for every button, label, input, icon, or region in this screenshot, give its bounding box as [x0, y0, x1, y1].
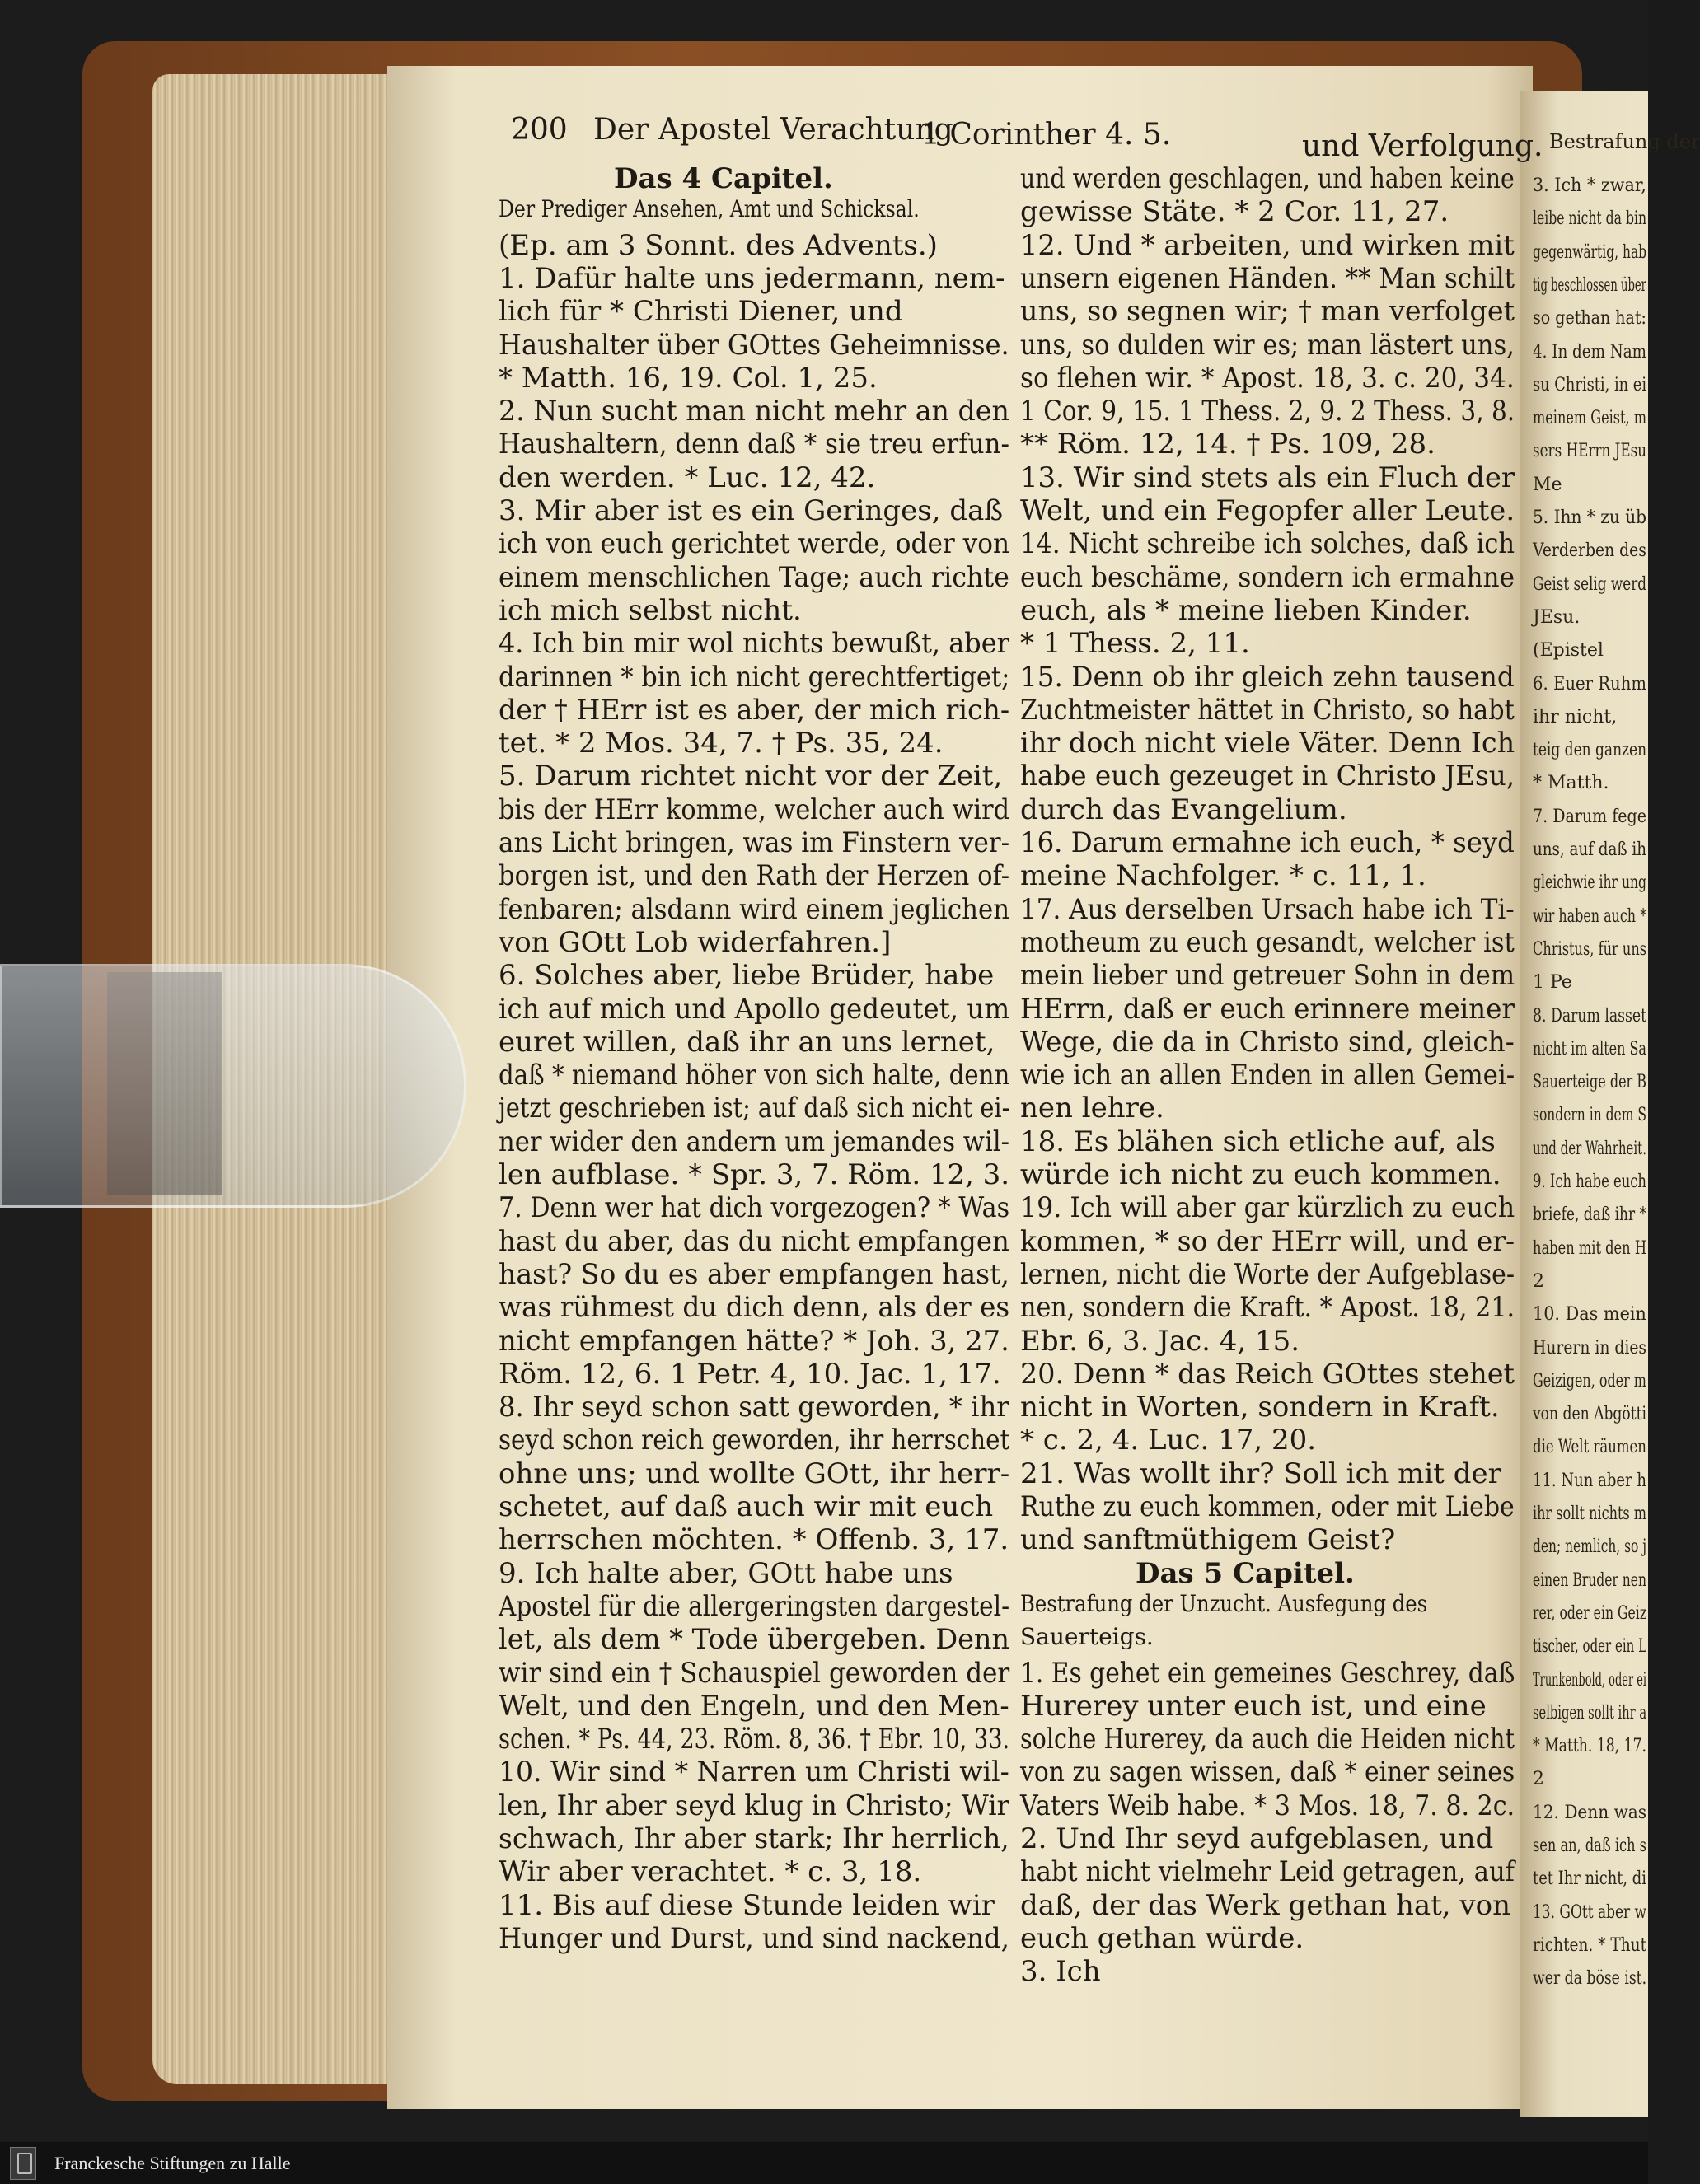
next_page_margin-line: sen an, daß ich s: [1533, 1836, 1646, 1856]
next_page_margin-line: JEsu.: [1533, 606, 1581, 628]
col1-line: Hunger und Durst, und sind nackend,: [499, 1921, 1009, 1955]
next-page-header: Bestrafung der: [1549, 130, 1700, 153]
col1-line: einem menschlichen Tage; auch richte: [499, 560, 1009, 594]
page-number: 200: [511, 113, 568, 147]
col2-line: unsern eigenen Händen. ** Man schilt: [1020, 261, 1515, 295]
next_page_margin-line: uns, auf daß ih: [1533, 839, 1647, 860]
col1-line: (Ep. am 3 Sonnt. des Advents.): [499, 228, 938, 262]
col1-line: wir sind ein † Schauspiel geworden der: [499, 1656, 1010, 1690]
col1-line: ich auf mich und Apollo gedeutet, um: [499, 992, 1010, 1026]
col2-line: 19. Ich will aber gar kürzlich zu euch: [1020, 1191, 1515, 1225]
col2-line: 14. Nicht schreibe ich solches, daß ich: [1020, 527, 1515, 561]
next_page_margin-line: tet Ihr nicht, di: [1533, 1868, 1646, 1890]
col1-line: let, als dem * Tode übergeben. Denn: [499, 1623, 1010, 1657]
next_page_margin-line: teig den ganzen: [1533, 740, 1647, 761]
col2-line: Vaters Weib habe. * 3 Mos. 18, 7. 8. 2c.: [1020, 1789, 1515, 1822]
col2-line: kommen, * so der HErr will, und er-: [1020, 1224, 1515, 1258]
col1-line: Haushalter über GOttes Geheimnisse.: [499, 328, 1009, 362]
next_page_margin-line: 10. Das mein: [1533, 1304, 1646, 1326]
next_page_margin-line: 13. GOtt aber w: [1533, 1901, 1647, 1923]
col2-line: 15. Denn ob ihr gleich zehn tausend: [1020, 660, 1515, 694]
running-title-right: und Verfolgung.: [1302, 129, 1543, 163]
col2-line: 21. Was wollt ihr? Soll ich mit der: [1020, 1457, 1501, 1490]
col2-line: und sanftmüthigem Geist?: [1020, 1523, 1396, 1557]
col2-line: Ruthe zu euch kommen, oder mit Liebe: [1020, 1490, 1515, 1523]
col2-line: * 1 Thess. 2, 11.: [1020, 627, 1250, 661]
col2-line: motheum zu euch gesandt, welcher ist: [1020, 925, 1515, 959]
next_page_margin-line: 1 Pe: [1533, 972, 1572, 994]
next_page_margin-line: * Matth.: [1533, 773, 1609, 794]
next_page_margin-line: den; nemlich, so j: [1533, 1536, 1647, 1558]
col2-line: so flehen wir. * Apost. 18, 3. c. 20, 34.: [1020, 361, 1515, 395]
col2-line: 18. Es blähen sich etliche auf, als: [1020, 1125, 1496, 1158]
col2-line: euch beschäme, sondern ich ermahne: [1020, 560, 1515, 594]
next_page_margin-line: ihr nicht,: [1533, 706, 1618, 727]
col2-line: habe euch gezeuget in Christo JEsu,: [1020, 760, 1515, 793]
col2-line: euch, als * meine lieben Kinder.: [1020, 593, 1472, 627]
col1-line: lich für * Christi Diener, und: [499, 295, 903, 329]
col2-line: nicht in Worten, sondern in Kraft.: [1020, 1391, 1500, 1424]
next_page_margin-line: von den Abgötti: [1533, 1404, 1646, 1425]
col1-line: der † HErr ist es aber, der mich rich-: [499, 693, 1010, 727]
next_page_margin-line: meinem Geist, m: [1533, 408, 1647, 429]
col1-line: bis der HErr komme, welcher auch wird: [499, 793, 1009, 826]
next_page_margin-line: wir haben auch *: [1533, 905, 1647, 927]
col1-line: seyd schon reich geworden, ihr herrschet: [499, 1424, 1010, 1457]
next_page_margin-line: 5. Ihn * zu üb: [1533, 507, 1647, 528]
col2-line: 2. Und Ihr seyd aufgeblasen, und: [1020, 1822, 1494, 1855]
col1-line: ich mich selbst nicht.: [499, 593, 802, 627]
col1-line: Welt, und den Engeln, und den Men-: [499, 1689, 1009, 1723]
col2-line: euch gethan würde.: [1020, 1921, 1304, 1955]
col2-line: Sauerteigs.: [1020, 1623, 1154, 1651]
col1-line: 9. Ich halte aber, GOtt habe uns: [499, 1556, 953, 1590]
next_page_margin-line: 2: [1533, 1270, 1544, 1292]
col2-line: würde ich nicht zu euch kommen.: [1020, 1158, 1501, 1191]
col2-line: Wege, die da in Christo sind, gleich-: [1020, 1025, 1515, 1059]
col1-line: schwach, Ihr aber stark; Ihr herrlich,: [499, 1822, 1009, 1855]
col2-line: Das 5 Capitel.: [1136, 1556, 1355, 1590]
next_page_margin-line: gleichwie ihr ung: [1533, 872, 1647, 894]
next_page_margin-line: die Welt räumen: [1533, 1437, 1646, 1458]
next_page_margin-line: so gethan hat:: [1533, 308, 1646, 330]
next_page_margin-line: und der Wahrheit.: [1533, 1138, 1646, 1159]
col2-line: nen, sondern die Kraft. * Apost. 18, 21.: [1020, 1291, 1515, 1325]
next_page_margin-line: Geizigen, oder m: [1533, 1370, 1646, 1391]
col1-line: darinnen * bin ich nicht gerechtfertiget;: [499, 660, 1010, 694]
next_page_margin-line: tischer, oder ein L: [1533, 1636, 1647, 1658]
next_page_margin-line: 7. Darum fege: [1533, 806, 1647, 827]
page-holder-strap: [0, 964, 466, 1208]
next_page_margin-line: einen Bruder nen: [1533, 1569, 1647, 1591]
col1-line: schen. * Ps. 44, 23. Röm. 8, 36. † Ebr. 10, 33.: [499, 1723, 1010, 1756]
col1-line: 7. Denn wer hat dich vorgezogen? * Was: [499, 1191, 1010, 1225]
next_page_margin-line: haben mit den H: [1533, 1237, 1646, 1259]
next_page_margin-line: ihr sollt nichts m: [1533, 1504, 1647, 1524]
next_page_margin-line: nicht im alten Sa: [1533, 1038, 1646, 1059]
next_page_margin-line: briefe, daß ihr *: [1533, 1204, 1647, 1226]
col1-line: 2. Nun sucht man nicht mehr an den: [499, 395, 1009, 428]
col2-line: 16. Darum ermahne ich euch, * seyd: [1020, 826, 1515, 859]
col1-line: Der Prediger Ansehen, Amt und Schicksal.: [499, 195, 920, 223]
col2-line: * c. 2, 4. Luc. 17, 20.: [1020, 1424, 1317, 1457]
col1-line: ich von euch gerichtet werde, oder von: [499, 527, 1010, 561]
next_page_margin-line: 11. Nun aber h: [1533, 1470, 1646, 1491]
col2-line: meine Nachfolger. * c. 11, 1.: [1020, 859, 1426, 893]
col2-line: 3. Ich: [1020, 1955, 1101, 1989]
col2-line: 1. Es gehet ein gemeines Geschrey, daß: [1020, 1656, 1515, 1690]
col2-line: mein lieber und getreuer Sohn in dem: [1020, 959, 1515, 993]
col1-line: hast? So du es aber empfangen hast,: [499, 1257, 1009, 1291]
col2-line: HErrn, daß er euch erinnere meiner: [1020, 992, 1515, 1026]
col1-line: 1. Dafür halte uns jedermann, nem-: [499, 261, 1005, 295]
col2-line: lernen, nicht die Worte der Aufgeblase-: [1020, 1257, 1515, 1291]
next_page_margin-line: * Matth. 18, 17.: [1533, 1736, 1646, 1757]
next_page_margin-line: rer, oder ein Geiz: [1533, 1602, 1647, 1624]
next_page_margin-line: (Epistel: [1533, 640, 1604, 662]
col2-line: habt nicht vielmehr Leid getragen, auf: [1020, 1855, 1515, 1889]
col1-line: 11. Bis auf diese Stunde leiden wir: [499, 1888, 995, 1922]
next_page_margin-line: gegenwärtig, hab: [1533, 241, 1647, 263]
institution-name: Franckesche Stiftungen zu Halle: [54, 2152, 291, 2173]
next_page_margin-line: sers HErrn JEsu: [1533, 441, 1647, 462]
col1-line: fenbaren; alsdann wird einem jeglichen: [499, 892, 1010, 926]
footer-bar: [0, 2142, 1648, 2184]
col2-line: 20. Denn * das Reich GOttes stehet: [1020, 1357, 1515, 1391]
col2-line: Hurerey unter euch ist, und eine: [1020, 1689, 1487, 1723]
col2-line: und werden geschlagen, und haben keine: [1020, 162, 1515, 195]
col2-line: 17. Aus derselben Ursach habe ich Ti-: [1020, 892, 1515, 926]
col1-line: 10. Wir sind * Narren um Christi wil-: [499, 1756, 1009, 1789]
next_page_margin-line: tig beschlossen über: [1533, 274, 1646, 296]
col1-line: daß * niemand höher von sich halte, denn: [499, 1059, 1010, 1092]
next_page_margin-line: 3. Ich * zwar,: [1533, 175, 1646, 196]
col2-line: solche Hurerey, da auch die Heiden nicht: [1020, 1723, 1515, 1756]
col2-line: uns, so segnen wir; † man verfolget: [1020, 295, 1515, 329]
next_page_margin-line: Christus, für uns: [1533, 938, 1647, 960]
col2-line: ** Röm. 12, 14. † Ps. 109, 28.: [1020, 428, 1435, 461]
running-title-left: Der Apostel Verachtung: [593, 113, 953, 147]
next_page_margin-line: wer da böse ist.: [1533, 1968, 1647, 1990]
col1-line: nicht empfangen hätte? * Joh. 3, 27.: [499, 1324, 1009, 1358]
col1-line: ans Licht bringen, was im Finstern ver-: [499, 826, 1010, 859]
col1-line: * Matth. 16, 19. Col. 1, 25.: [499, 361, 878, 395]
next_page_margin-line: Verderben des: [1533, 540, 1646, 562]
col1-line: jetzt geschrieben ist; auf daß sich nicht ei-: [499, 1092, 1010, 1125]
next_page_margin-line: Geist selig werd: [1533, 573, 1647, 595]
col1-line: ner wider den andern um jemandes wil-: [499, 1125, 1009, 1158]
col1-line: herrschen möchten. * Offenb. 3, 17.: [499, 1523, 1009, 1557]
next_page_margin-line: Me: [1533, 474, 1562, 495]
col1-line: len, Ihr aber seyd klug in Christo; Wir: [499, 1789, 1009, 1822]
col1-line: borgen ist, und den Rath der Herzen of-: [499, 859, 1010, 893]
col1-line: was rühmest du dich denn, als der es: [499, 1291, 1010, 1325]
col1-line: len aufblase. * Spr. 3, 7. Röm. 12, 3.: [499, 1158, 1010, 1191]
next_page_margin-line: 9. Ich habe euch: [1533, 1172, 1646, 1192]
col1-line: Das 4 Capitel.: [614, 162, 833, 195]
next_page_margin-line: selbigen sollt ihr a: [1533, 1702, 1647, 1723]
col2-line: Ebr. 6, 3. Jac. 4, 15.: [1020, 1324, 1300, 1358]
col1-line: 8. Ihr seyd schon satt geworden, * ihr: [499, 1391, 1009, 1424]
col2-line: 1 Cor. 9, 15. 1 Thess. 2, 9. 2 Thess. 3, 8.: [1020, 395, 1515, 428]
next_page_margin-line: richten. * Thut: [1533, 1934, 1647, 1956]
col1-line: euret willen, daß ihr an uns lernet,: [499, 1025, 995, 1059]
col1-line: Haushaltern, denn daß * sie treu erfun-: [499, 428, 1009, 461]
next_page_margin-line: leibe nicht da bin: [1533, 208, 1647, 230]
next_page_margin-line: 12. Denn was: [1533, 1802, 1647, 1823]
col2-line: gewisse Stäte. * 2 Cor. 11, 27.: [1020, 195, 1449, 229]
col2-line: 12. Und * arbeiten, und wirken mit: [1020, 228, 1515, 262]
next_page_margin-line: 4. In dem Nam: [1533, 341, 1646, 362]
col2-line: von zu sagen wissen, daß * einer seines: [1020, 1756, 1515, 1789]
next_page_margin-line: 2: [1533, 1769, 1544, 1790]
next_page_margin-line: Sauerteige der B: [1533, 1072, 1647, 1093]
col2-line: Welt, und ein Fegopfer aller Leute.: [1020, 494, 1515, 527]
col1-line: Apostel für die allergeringsten dargestel-: [499, 1589, 1010, 1623]
col1-line: hast du aber, das du nicht empfangen: [499, 1224, 1009, 1258]
col1-line: 6. Solches aber, liebe Brüder, habe: [499, 959, 995, 993]
next_page_margin-line: Hurern in dies: [1533, 1337, 1647, 1359]
next_page_margin-line: 8. Darum lasset: [1533, 1005, 1647, 1027]
col1-line: 3. Mir aber ist es ein Geringes, daß: [499, 494, 1004, 527]
next_page_margin-line: su Christi, in ei: [1533, 374, 1647, 395]
next_page_margin-line: Trunkenbold, oder ei: [1533, 1669, 1647, 1691]
col1-line: schetet, auf daß auch wir mit euch: [499, 1490, 994, 1523]
col2-line: Zuchtmeister hättet in Christo, so habt: [1020, 693, 1515, 727]
col2-line: nen lehre.: [1020, 1092, 1164, 1125]
col1-line: 4. Ich bin mir wol nichts bewußt, aber: [499, 627, 1009, 661]
col2-line: Bestrafung der Unzucht. Ausfegung des: [1020, 1589, 1428, 1617]
col2-line: uns, so dulden wir es; man lästert uns,: [1020, 328, 1515, 362]
col2-line: ihr doch nicht viele Väter. Denn Ich: [1020, 727, 1515, 760]
col2-line: daß, der das Werk gethan hat, von: [1020, 1888, 1510, 1922]
institution-logo-icon: [10, 2147, 36, 2180]
col1-line: von GOtt Lob widerfahren.]: [499, 925, 892, 959]
col1-line: den werden. * Luc. 12, 42.: [499, 461, 876, 494]
col2-line: wie ich an allen Enden in allen Gemei-: [1020, 1059, 1515, 1092]
col1-line: Wir aber verachtet. * c. 3, 18.: [499, 1855, 922, 1889]
col1-line: ohne uns; und wollte GOtt, ihr herr-: [499, 1457, 1010, 1490]
col2-line: durch das Evangelium.: [1020, 793, 1347, 826]
chapter-reference: 1 Corinther 4. 5.: [921, 118, 1172, 152]
col2-line: 13. Wir sind stets als ein Fluch der: [1020, 461, 1515, 494]
col1-line: tet. * 2 Mos. 34, 7. † Ps. 35, 24.: [499, 727, 944, 760]
col1-line: Röm. 12, 6. 1 Petr. 4, 10. Jac. 1, 17.: [499, 1357, 1001, 1391]
next_page_margin-line: sondern in dem S: [1533, 1105, 1646, 1126]
next_page_margin-line: 6. Euer Ruhm: [1533, 673, 1646, 694]
col1-line: 5. Darum richtet nicht vor der Zeit,: [499, 760, 1003, 793]
